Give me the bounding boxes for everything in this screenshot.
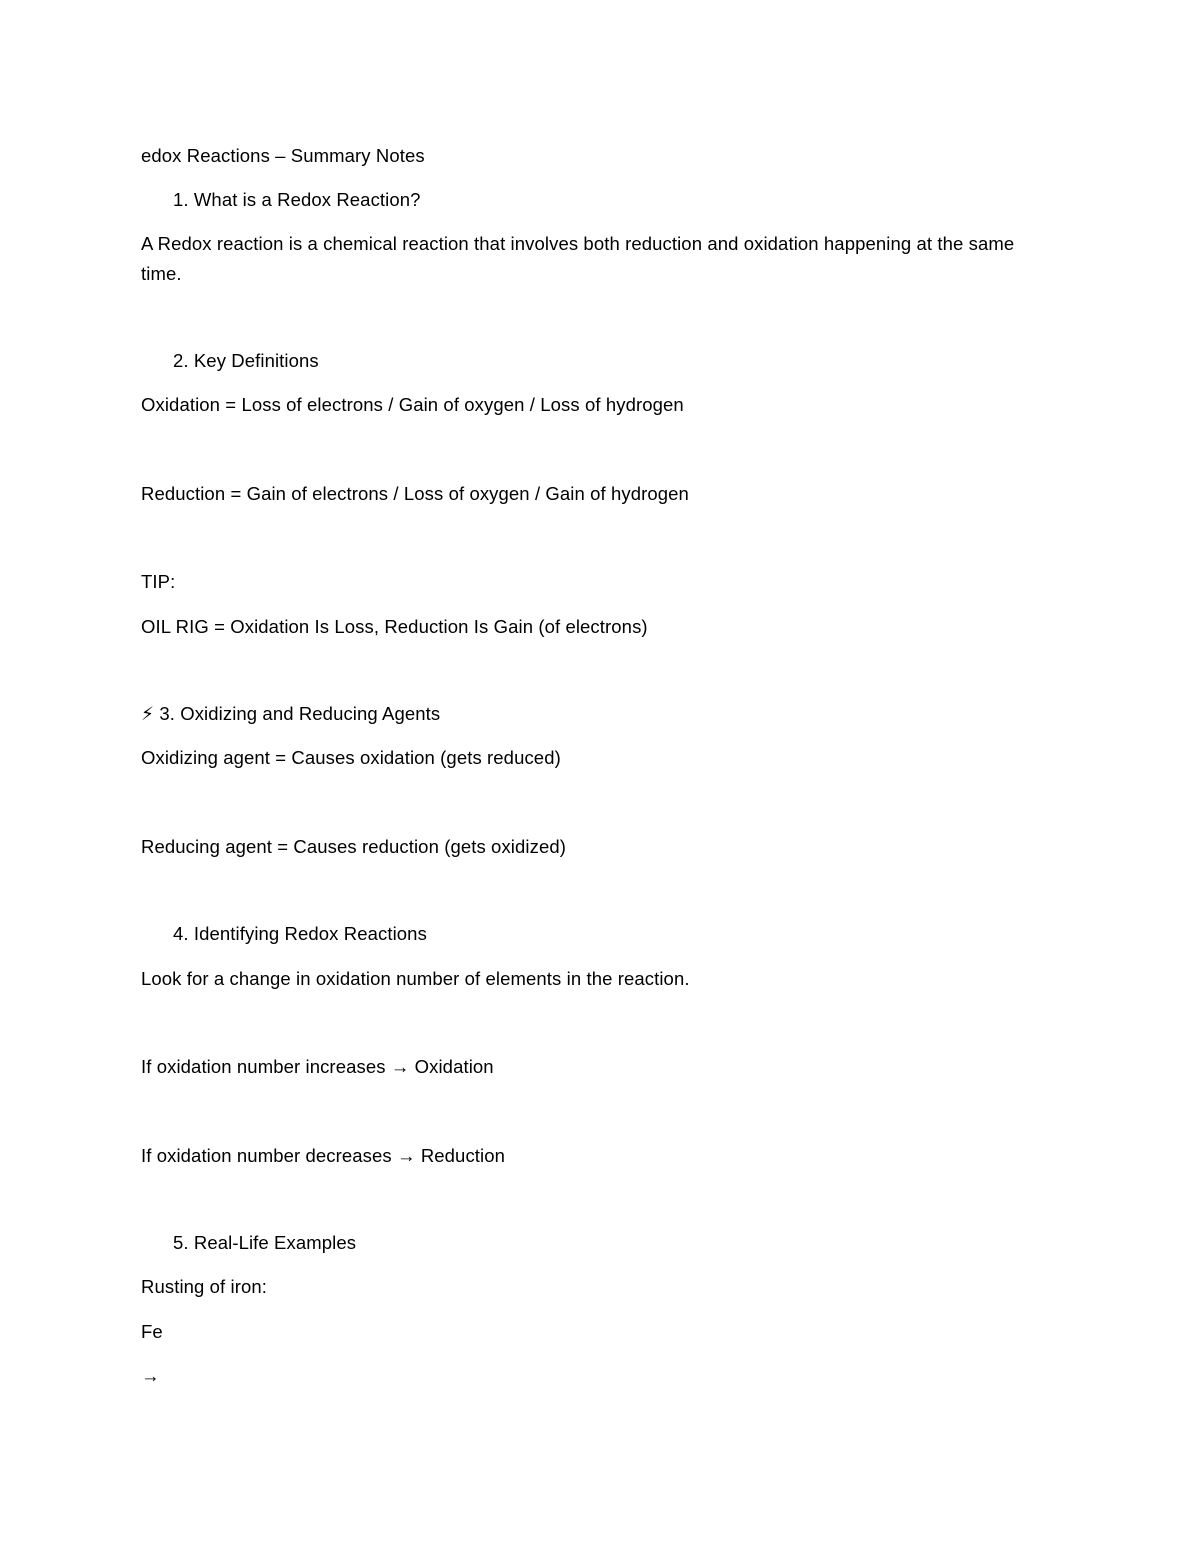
- section-1-body: A Redox reaction is a chemical reaction that involves both reduction and oxidation happening at the same time.: [141, 233, 1015, 284]
- reduction-definition: Reduction = Gain of electrons / Loss of oxygen / Gain of hydrogen: [141, 483, 689, 504]
- section-2-heading: 2. Key Definitions: [173, 350, 319, 371]
- section-3-heading: ⚡ 3. Oxidizing and Reducing Agents: [141, 703, 441, 724]
- section-4-heading: 4. Identifying Redox Reactions: [173, 923, 427, 944]
- oxidizing-agent-definition: Oxidizing agent = Causes oxidation (gets reduced): [141, 747, 561, 768]
- oxidation-definition: Oxidation = Loss of electrons / Gain of oxygen / Loss of hydrogen: [141, 394, 684, 415]
- rusting-example-label: Rusting of iron:: [141, 1276, 268, 1297]
- oxidation-number-decrease: If oxidation number decreases → Reduction: [141, 1145, 506, 1166]
- tip-label: TIP:: [141, 571, 176, 592]
- reducing-agent-definition: Reducing agent = Causes reduction (gets oxidized): [141, 836, 566, 857]
- oxidation-number-increase: If oxidation number increases → Oxidation: [141, 1056, 494, 1077]
- section-1-heading: 1. What is a Redox Reaction?: [173, 189, 421, 210]
- formula-arrow: →: [141, 1365, 160, 1386]
- tip-text: OIL RIG = Oxidation Is Loss, Reduction Is Gain (of electrons): [141, 616, 648, 637]
- section-4-intro: Look for a change in oxidation number of elements in the reaction.: [141, 968, 690, 989]
- section-5-heading: 5. Real-Life Examples: [173, 1232, 357, 1253]
- document-title: edox Reactions – Summary Notes: [141, 145, 425, 166]
- formula-fe: Fe: [141, 1321, 163, 1342]
